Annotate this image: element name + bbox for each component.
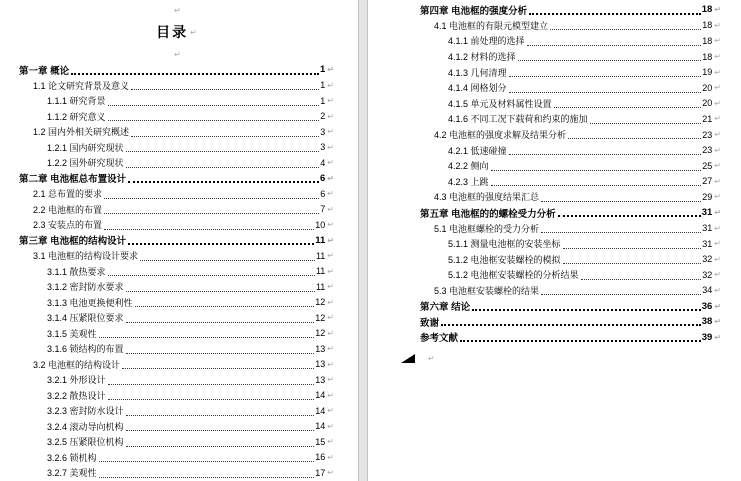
paragraph-mark-icon: ↵ — [327, 328, 334, 338]
toc-entry-page-number: 6 — [320, 188, 326, 199]
toc-entry-label: 3.1.6 锁结构的布置 — [47, 344, 124, 355]
dot-leader — [104, 213, 319, 214]
toc-entry-label: 2.2 电池框的布置 — [33, 204, 103, 215]
dot-leader — [126, 291, 315, 292]
toc-entry-label: 1.1.1 研究背景 — [47, 96, 106, 107]
toc-entry-page-number: 11 — [315, 266, 326, 277]
toc-entry-page-number: 12 — [315, 312, 326, 323]
toc-entry-label: 第四章 电池框的强度分析 — [420, 5, 528, 17]
toc-entry[interactable] — [19, 450, 334, 466]
paragraph-mark-icon: ↵ — [327, 421, 334, 431]
toc-entry-label: 第三章 电池框的结构设计 — [19, 236, 127, 248]
paragraph-mark-icon: ↵ — [327, 282, 334, 292]
toc-entry[interactable] — [19, 372, 334, 388]
toc-entry[interactable] — [420, 298, 721, 314]
toc-entry-page-number: 29 — [702, 191, 713, 202]
dot-leader — [126, 446, 315, 447]
toc-entry-label: 3.2.4 滚动导向机构 — [47, 421, 124, 432]
toc-entry-page-number: 31 — [702, 223, 713, 234]
paragraph-mark-icon: ↵ — [327, 313, 334, 323]
toc-entry[interactable] — [19, 109, 334, 125]
dot-leader — [108, 120, 320, 121]
toc-entry[interactable] — [19, 93, 334, 109]
dot-leader — [563, 263, 702, 264]
dot-leader — [518, 60, 702, 61]
toc-entry-label: 3.2.3 密封防水设计 — [47, 406, 124, 417]
toc-entry-page-number: 15 — [315, 436, 326, 447]
toc-entry-page-number: 19 — [702, 67, 713, 78]
paragraph-mark-icon: ↵ — [714, 130, 721, 140]
toc-entry[interactable] — [19, 403, 334, 419]
toc-entry[interactable] — [420, 2, 721, 18]
paragraph-mark-icon: ↵ — [327, 204, 334, 214]
toc-entry-page-number: 31 — [702, 238, 713, 249]
dot-leader — [509, 92, 702, 93]
toc-entry-label: 4.2.1 低速碰撞 — [448, 145, 507, 156]
toc-entry-label: 4.1 电池框的有限元模型建立 — [434, 20, 549, 31]
toc-entry[interactable] — [420, 329, 721, 345]
paragraph-mark-icon: ↵ — [327, 452, 334, 462]
toc-entry-label: 4.1.5 单元及材料属性设置 — [448, 98, 552, 109]
paragraph-mark-icon: ↵ — [714, 5, 721, 15]
paragraph-mark-icon: ↵ — [327, 235, 334, 245]
toc-entry-label: 2.3 安装点的布置 — [33, 220, 103, 231]
toc-entry[interactable] — [19, 341, 334, 357]
toc-entry[interactable] — [19, 124, 334, 140]
toc-entry[interactable] — [420, 236, 721, 252]
toc-entry-label: 3.2 电池框的结构设计 — [33, 359, 121, 370]
toc-entry-label: 4.3 电池框的强度结果汇总 — [434, 192, 540, 203]
dot-leader — [558, 215, 701, 217]
toc-entry[interactable] — [19, 155, 334, 171]
toc-entry-page-number: 4 — [320, 157, 326, 168]
toc-entry[interactable] — [19, 295, 334, 311]
paragraph-mark-icon: ↵ — [714, 20, 721, 30]
paragraph-mark-icon: ↵ — [327, 80, 334, 90]
dot-leader — [128, 243, 314, 245]
toc-entry-label: 1.2.2 国外研究现状 — [47, 158, 124, 169]
toc-entry-label: 第一章 概论 — [19, 65, 70, 77]
toc-entry-label: 3.1.1 散热要求 — [47, 266, 106, 277]
paragraph-mark-icon: ↵ — [327, 251, 334, 261]
paragraph-mark-icon: ↵ — [714, 317, 721, 327]
toc-entry-page-number: 21 — [702, 113, 713, 124]
dot-leader — [563, 248, 702, 249]
dot-leader — [460, 340, 701, 342]
toc-entry-label: 3.2.2 散热设计 — [47, 390, 106, 401]
toc-entry-page-number: 12 — [315, 297, 326, 308]
toc-entry-label: 4.2 电池框的强度求解及结果分析 — [434, 130, 567, 141]
end-of-document-row — [401, 354, 721, 363]
dot-leader — [128, 181, 319, 183]
end-of-document-marker-icon — [401, 354, 415, 363]
paragraph-mark-icon: ↵ — [174, 5, 181, 15]
toc-entry-page-number: 12 — [315, 328, 326, 339]
dot-leader — [550, 29, 701, 30]
dot-leader — [126, 167, 320, 168]
toc-entry[interactable] — [420, 314, 721, 330]
dot-leader — [108, 275, 315, 276]
paragraph-mark-icon: ↵ — [714, 208, 721, 218]
paragraph-mark-icon: ↵ — [714, 145, 721, 155]
dot-leader — [99, 477, 315, 478]
toc-entry[interactable] — [19, 279, 334, 295]
dot-leader — [126, 430, 315, 431]
toc-entry-page-number: 32 — [702, 254, 713, 265]
toc-entry-page-number: 20 — [702, 82, 713, 93]
paragraph-mark-icon: ↵ — [327, 127, 334, 137]
toc-entry-label: 4.1.1 前处理的选择 — [448, 36, 525, 47]
dot-leader — [509, 76, 702, 77]
paragraph-mark-icon: ↵ — [327, 468, 334, 478]
toc-entry-label: 4.1.2 材料的选择 — [448, 52, 516, 63]
toc-entry[interactable] — [19, 419, 334, 435]
toc-entry-label: 2.1 总布置的要求 — [33, 189, 103, 200]
toc-entry[interactable] — [420, 158, 721, 174]
paragraph-mark-icon: ↵ — [714, 98, 721, 108]
toc-entry[interactable] — [19, 248, 334, 264]
toc-entry-label: 3.1.5 美观性 — [47, 328, 97, 339]
paragraph-mark-icon: ↵ — [327, 142, 334, 152]
paragraph-mark-icon: ↵ — [327, 189, 334, 199]
dot-leader — [529, 13, 701, 15]
toc-entry-page-number: 11 — [315, 281, 326, 292]
paragraph-mark-icon: ↵ — [714, 301, 721, 311]
dot-leader — [541, 201, 701, 202]
toc-entry-label: 第六章 结论 — [420, 302, 471, 314]
dot-leader — [472, 309, 701, 311]
toc-entry[interactable] — [19, 62, 334, 78]
toc-entry[interactable] — [420, 49, 721, 65]
toc-entry-page-number: 20 — [702, 98, 713, 109]
toc-entry[interactable] — [420, 205, 721, 221]
paragraph-mark-icon: ↵ — [714, 36, 721, 46]
toc-entry[interactable] — [19, 310, 334, 326]
toc-entry-page-number: 23 — [702, 129, 713, 140]
paragraph-mark-icon: ↵ — [327, 65, 334, 75]
page-right — [368, 0, 741, 481]
toc-entry-page-number: 14 — [315, 390, 326, 401]
paragraph-mark-icon: ↵ — [714, 223, 721, 233]
toc-entry[interactable] — [19, 78, 334, 94]
toc-entry-page-number: 11 — [315, 234, 326, 246]
dot-leader — [126, 415, 315, 416]
toc-entry[interactable] — [420, 33, 721, 49]
toc-entry-page-number: 18 — [702, 20, 713, 31]
toc-entry-label: 4.1.4 网格划分 — [448, 83, 507, 94]
toc-entry[interactable] — [19, 264, 334, 280]
toc-entry-page-number: 39 — [701, 331, 713, 343]
dot-leader — [108, 399, 315, 400]
dot-leader — [509, 154, 702, 155]
toc-entry-label: 4.2.3 上跳 — [448, 176, 489, 187]
toc-entry[interactable] — [19, 465, 334, 481]
dot-leader — [108, 105, 320, 106]
toc-entry-label: 5.1.1 测量电池框的安装坐标 — [448, 239, 561, 250]
dot-leader — [104, 198, 319, 199]
paragraph-mark-icon: ↵ — [714, 254, 721, 264]
toc-entry-label: 5.1.2 电池框安装螺栓的模拟 — [448, 254, 561, 265]
toc-entry-label: 1.1.2 研究意义 — [47, 111, 106, 122]
toc-entry-page-number: 3 — [320, 142, 326, 153]
dot-leader — [491, 185, 702, 186]
toc-entry-label: 1.2 国内外相关研究概述 — [33, 127, 130, 138]
toc-entry-label: 5.3 电池框安装螺栓的结果 — [434, 285, 540, 296]
paragraph-mark-icon: ↵ — [327, 111, 334, 121]
dot-leader — [131, 136, 319, 137]
dot-leader — [554, 107, 702, 108]
paragraph-mark-icon: ↵ — [714, 83, 721, 93]
paragraph-mark-icon: ↵ — [190, 27, 197, 37]
toc-entry-page-number: 2 — [320, 111, 326, 122]
page-left — [0, 0, 358, 481]
paragraph-mark-icon: ↵ — [327, 437, 334, 447]
toc-entry-page-number: 10 — [315, 219, 326, 230]
dot-leader — [126, 322, 315, 323]
empty-paragraph — [19, 46, 334, 62]
toc-entry[interactable] — [420, 283, 721, 299]
paragraph-mark-icon: ↵ — [327, 390, 334, 400]
toc-entry[interactable] — [420, 174, 721, 190]
toc-entry[interactable] — [19, 326, 334, 342]
dot-leader — [541, 232, 701, 233]
dot-leader — [441, 324, 701, 326]
dot-leader — [126, 151, 320, 152]
toc-entry-page-number: 3 — [320, 126, 326, 137]
toc-entry[interactable] — [420, 111, 721, 127]
toc-entry-page-number: 25 — [702, 160, 713, 171]
dot-leader — [99, 461, 315, 462]
toc-entry-label: 1.1 论文研究背景及意义 — [33, 80, 130, 91]
dot-leader — [590, 123, 702, 124]
toc-entry[interactable] — [420, 96, 721, 112]
paragraph-mark-icon: ↵ — [327, 359, 334, 369]
toc-entry-label: 3.2.7 美观性 — [47, 468, 97, 479]
toc-entry-page-number: 13 — [315, 374, 326, 385]
dot-leader — [99, 337, 315, 338]
toc-entry[interactable] — [19, 171, 334, 187]
page-separator — [358, 0, 368, 481]
dot-leader — [140, 260, 315, 261]
toc-entry-label: 5.1.2 电池框安装螺栓的分析结果 — [448, 270, 579, 281]
toc-entry-page-number: 32 — [702, 269, 713, 280]
toc-title-row[interactable] — [19, 18, 334, 46]
toc-entry[interactable] — [19, 140, 334, 156]
paragraph-mark-icon: ↵ — [327, 375, 334, 385]
toc-entry-page-number: 18 — [702, 51, 713, 62]
paragraph-mark-icon: ↵ — [714, 161, 721, 171]
toc-entry-page-number: 13 — [315, 359, 326, 370]
paragraph-mark-icon: ↵ — [327, 96, 334, 106]
paragraph-mark-icon: ↵ — [327, 406, 334, 416]
toc-entry[interactable] — [19, 388, 334, 404]
toc-entry-label: 5.1 电池框螺栓的受力分析 — [434, 223, 540, 234]
toc-entry-label: 3.2.5 压紧限位机构 — [47, 437, 124, 448]
toc-entry[interactable] — [420, 18, 721, 34]
toc-entry[interactable] — [19, 217, 334, 233]
toc-entry[interactable] — [420, 220, 721, 236]
toc-entry-label: 4.2.2 侧向 — [448, 161, 489, 172]
paragraph-mark-icon: ↵ — [714, 192, 721, 202]
toc-entry-page-number: 1 — [320, 80, 326, 91]
toc-entry-page-number: 18 — [701, 4, 713, 16]
dot-leader — [104, 229, 314, 230]
paragraph-mark-icon: ↵ — [714, 332, 721, 342]
toc-entry-label: 3.2.6 锁机构 — [47, 452, 97, 463]
toc-title: 目录 — [156, 24, 189, 40]
toc-entry-page-number: 1 — [320, 64, 326, 76]
dot-leader — [527, 45, 702, 46]
toc-entry-page-number: 31 — [701, 207, 713, 219]
paragraph-mark-icon: ↵ — [327, 266, 334, 276]
toc-entry-label: 3.1.2 密封防水要求 — [47, 282, 124, 293]
dot-leader — [71, 73, 319, 75]
toc-entry-page-number: 1 — [320, 95, 326, 106]
toc-entry[interactable] — [420, 267, 721, 283]
paragraph-mark-icon: ↵ — [714, 114, 721, 124]
toc-entry-page-number: 38 — [701, 316, 713, 328]
paragraph-mark-icon: ↵ — [327, 297, 334, 307]
toc-entry-page-number: 17 — [315, 467, 326, 478]
paragraph-mark-icon: ↵ — [174, 49, 181, 59]
paragraph-mark-icon: ↵ — [714, 176, 721, 186]
paragraph-mark-icon: ↵ — [428, 354, 435, 364]
dot-leader — [108, 384, 315, 385]
toc-entry[interactable] — [420, 80, 721, 96]
toc-entry-label: 第二章 电池框总布置设计 — [19, 174, 127, 186]
toc-entry-page-number: 18 — [702, 35, 713, 46]
paragraph-mark-icon: ↵ — [714, 285, 721, 295]
toc-entry[interactable] — [420, 127, 721, 143]
toc-entry-label: 4.1.6 不同工况下载荷和约束的施加 — [448, 114, 588, 125]
toc-entry[interactable] — [420, 252, 721, 268]
toc-entry-page-number: 6 — [320, 172, 326, 184]
dot-leader — [122, 368, 314, 369]
dot-leader — [126, 353, 315, 354]
toc-entry-label: 3.1.4 压紧限位要求 — [47, 313, 124, 324]
dot-leader — [135, 306, 315, 307]
paragraph-mark-icon: ↵ — [327, 158, 334, 168]
dot-leader — [541, 294, 701, 295]
toc-entry-page-number: 14 — [315, 421, 326, 432]
toc-entry-page-number: 11 — [315, 250, 326, 261]
empty-paragraph — [19, 2, 334, 18]
toc-entry-page-number: 23 — [702, 145, 713, 156]
toc-entry-label: 致谢 — [420, 317, 440, 329]
paragraph-mark-icon: ↵ — [327, 220, 334, 230]
toc-entry-page-number: 27 — [702, 176, 713, 187]
toc-entry-page-number: 13 — [315, 343, 326, 354]
toc-entry[interactable] — [19, 357, 334, 373]
toc-entry-page-number: 16 — [315, 452, 326, 463]
paragraph-mark-icon: ↵ — [327, 173, 334, 183]
toc-entry[interactable] — [19, 233, 334, 249]
dot-leader — [131, 89, 319, 90]
toc-entry-label: 3.2.1 外形设计 — [47, 375, 106, 386]
dot-leader — [581, 279, 702, 280]
dot-leader — [491, 170, 702, 171]
paragraph-mark-icon: ↵ — [327, 344, 334, 354]
toc-entry-label: 3.1 电池框的结构设计要求 — [33, 251, 139, 262]
toc-entry[interactable] — [420, 142, 721, 158]
toc-entry-page-number: 36 — [701, 300, 713, 312]
toc-entry[interactable] — [420, 189, 721, 205]
toc-entry[interactable] — [19, 434, 334, 450]
toc-entry-page-number: 14 — [315, 405, 326, 416]
toc-entry[interactable] — [19, 186, 334, 202]
toc-entry-label: 1.2.1 国内研究现状 — [47, 142, 124, 153]
paragraph-mark-icon: ↵ — [714, 270, 721, 280]
toc-entries-left — [19, 62, 334, 481]
paragraph-mark-icon: ↵ — [714, 239, 721, 249]
toc-entry[interactable] — [420, 64, 721, 80]
toc-entry-label: 4.1.3 几何清理 — [448, 67, 507, 78]
toc-entry-label: 参考文献 — [420, 333, 459, 345]
paragraph-mark-icon: ↵ — [714, 52, 721, 62]
toc-entry[interactable] — [19, 202, 334, 218]
toc-entry-label: 第五章 电池框的的螺栓受力分析 — [420, 208, 556, 220]
paragraph-mark-icon: ↵ — [714, 67, 721, 77]
toc-entries-right — [420, 2, 721, 345]
dot-leader — [568, 138, 701, 139]
toc-entry-label: 3.1.3 电池更换便利性 — [47, 297, 133, 308]
toc-entry-page-number: 7 — [320, 204, 326, 215]
toc-entry-page-number: 34 — [702, 285, 713, 296]
